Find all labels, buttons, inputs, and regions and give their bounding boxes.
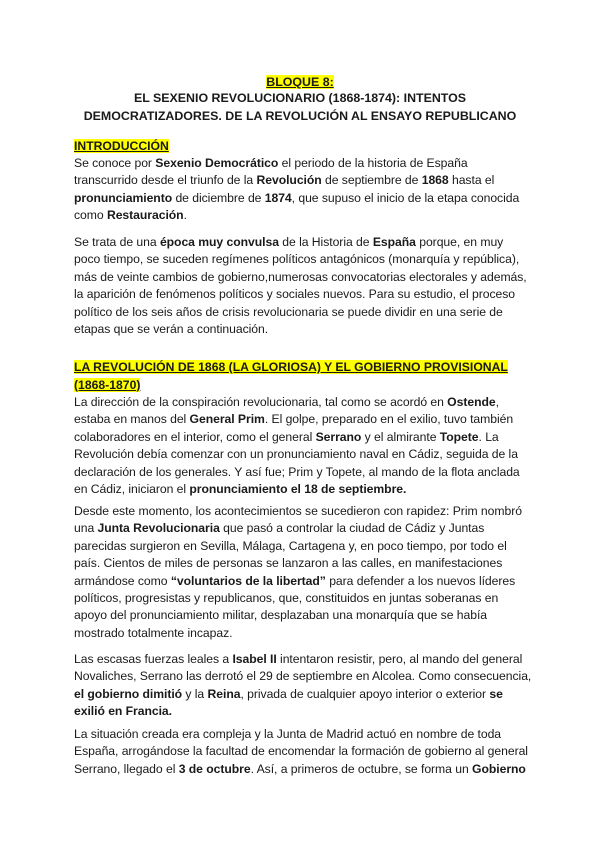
text-run: La dirección de la conspiración revolucionaria, tal como se acordó en [74,395,448,409]
bold-run: 1868 [421,173,449,188]
revolution-paragraph-3 [74,651,532,721]
bold-run: Gobierno [472,761,526,776]
title-line-1: EL SEXENIO REVOLUCIONARIO (1868-1874): INTENTOS [133,91,467,105]
text-run: . El golpe, preparado en el exilio, tuvo también colaboradores en el interior, como el general [74,412,514,444]
bold-run: Revolución [256,173,322,188]
text-run: y la [182,686,208,701]
bold-run: época muy convulsa [159,235,279,249]
text-run: , estaba en manos del [74,395,499,427]
bold-run: el gobierno dimitió [74,686,183,701]
bold-run: Isabel II [232,652,277,666]
text-run: de la Historia de [278,235,373,249]
bold-run: Restauración [106,208,184,223]
revolution-heading [74,359,534,394]
bloque-label: BLOQUE 8: [266,75,334,89]
bold-run: pronunciamiento el 18 de septiembre. [189,482,407,497]
bold-run: 3 de octubre [178,761,251,776]
revolution-heading-line-2: (1868-1870) [74,377,141,392]
text-run: Se conoce por [74,156,156,170]
text-run: , que supuso el inicio de la etapa conocida como [74,190,520,223]
text-run: de septiembre de [321,173,422,188]
bold-run: General Prim [189,412,265,427]
text-run: , privada de cualquier apoyo interior o exterior [240,686,490,701]
revolution-heading-line-1: LA REVOLUCIÓN DE 1868 (LA GLORIOSA) Y EL GOBIERNO PROVISIONAL [74,360,508,374]
text-run: . La Revolución debía comenzar con un pronunciamiento naval en Cádiz, seguida de la declaración de los generales. Y así fue; Prim y Topete, al mando de la flota anclada en Cádiz, iniciaron el [74,429,520,497]
bold-run: España [372,235,416,249]
intro-paragraph-2 [74,234,532,338]
text-run: hasta el [448,173,495,188]
text-run: . [183,208,187,223]
text-run: porque, en muy poco tiempo, se suceden regímenes políticos antagónicos (monarquía y república), más de veinte cambios de gobierno,numerosas convocatorias electorales y además, la aparición de fenómenos políticos y sociales nuevos. Para su estudio, el proceso político de los seis años de crisis revolucionaria se puede dividir en una serie de etapas que se verán a continuación. [74,235,527,337]
intro-heading-text: INTRODUCCIÓN [74,139,169,153]
bold-run: Sexenio Democrático [155,156,279,170]
revolution-paragraph-2 [74,503,532,642]
text-run: La situación creada era compleja y la Junta de Madrid actuó en nombre de toda España, arrogándose la facultad de encomendar la formación de gobierno al general Serrano, llegado el [74,727,528,776]
bold-run: Topete [439,429,479,444]
text-run: y el almirante [361,429,440,444]
intro-paragraph-1 [74,155,532,225]
text-run: para defender a los nuevos líderes políticos, progresistas y republicanos, que, constituidos en juntas soberanas en apoyo del pronunciamiento militar, desplazaban una monarquía que se había mostrado totalmente incapaz. [74,573,516,640]
bold-run: Serrano [315,429,362,444]
text-run: el periodo de la historia de España transcurrido desde el triunfo de la [74,156,468,188]
bold-run: Reina [207,686,241,701]
document-title [60,89,540,125]
bold-run: se exilió en Francia. [74,686,503,719]
text-run: Se trata de una [74,235,160,249]
text-run: Las escasas fuerzas leales a [74,652,233,666]
intro-heading [74,138,169,156]
text-run: Desde este momento, los acontecimientos se sucedieron con rapidez: Prim nombró una [74,504,522,536]
bold-run: pronunciamiento [74,190,173,205]
revolution-paragraph-4 [74,726,532,778]
text-run: intentaron resistir, pero, al mando del general Novaliches, Serrano las derrotó el 29 de septiembre en Alcolea. Como consecuencia, [74,652,532,684]
text-run: de diciembre de [172,190,265,205]
bold-run: Junta Revolucionaria [97,521,220,536]
text-run: . Así, a primeros de octubre, se forma un [250,761,473,776]
bold-run: “voluntarios de la libertad” [170,573,326,588]
text-run: que pasó a controlar la ciudad de Cádiz y Juntas parecidas surgieron en Sevilla, Málaga, Cartagena y, en poco tiempo, por todo el país. Cientos de miles de personas se lanzaron a las calles, en manifestaciones armándose como [74,521,507,588]
bold-run: Ostende [447,395,496,409]
revolution-paragraph-1 [74,394,532,498]
bold-run: 1874 [264,190,292,205]
title-line-2: DEMOCRATIZADORES. DE LA REVOLUCIÓN AL ENSAYO REPUBLICANO [83,109,517,123]
